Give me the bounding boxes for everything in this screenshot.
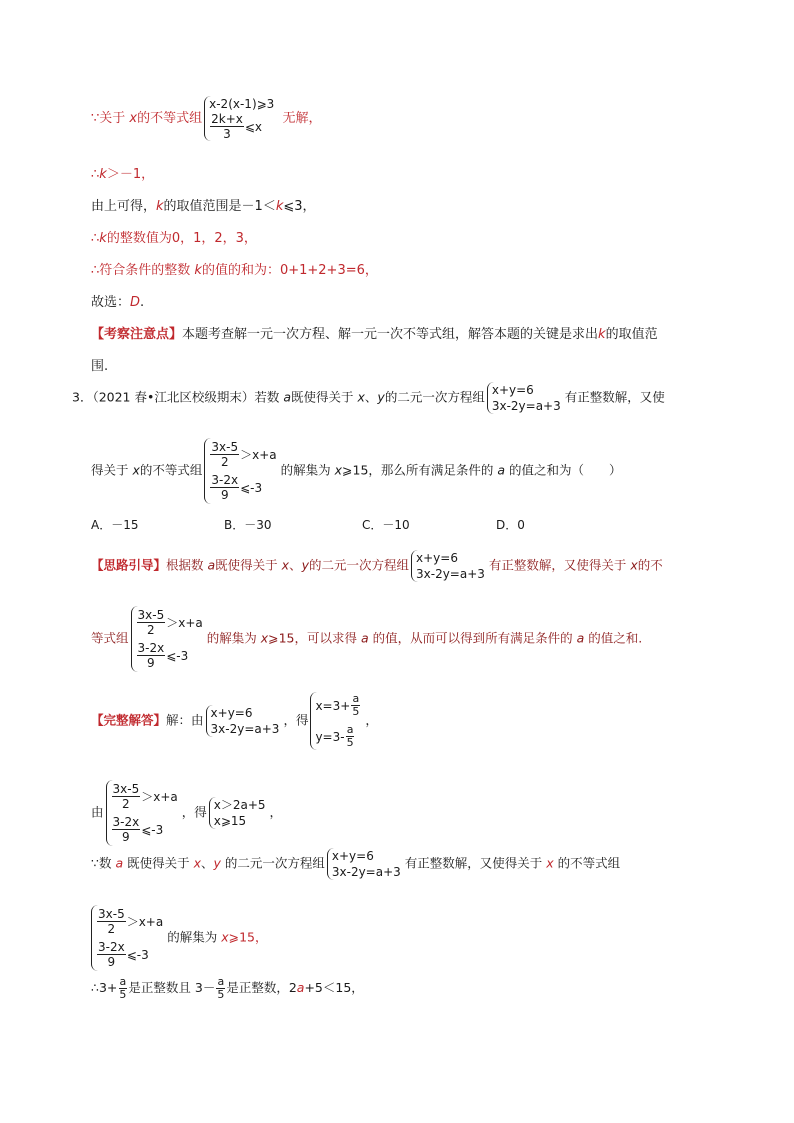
var-k: k xyxy=(194,263,202,278)
text: ∴3+ xyxy=(91,980,118,995)
sys-row xyxy=(209,473,276,502)
text: 既使得关于 xyxy=(215,557,282,573)
question-number: 3．（2021 春•江北区校级期末）若数 xyxy=(72,389,284,405)
var-y: y xyxy=(377,389,385,405)
solution-line-2 xyxy=(91,780,282,846)
var-k: k xyxy=(156,199,164,214)
var-x: x xyxy=(334,462,343,478)
var-a: a xyxy=(576,630,585,646)
text: 由上可得， xyxy=(91,199,157,214)
sys-row xyxy=(136,641,203,670)
var-k: k xyxy=(99,167,107,182)
var-x: x xyxy=(357,389,365,405)
var-x: x xyxy=(129,111,138,126)
sys-row xyxy=(111,815,178,844)
denominator: 2 xyxy=(147,623,155,637)
text: 解：由 xyxy=(166,712,204,728)
numerator: a xyxy=(346,723,354,736)
text: 0，1，2，3， xyxy=(171,231,257,246)
hint-line-1 xyxy=(91,550,663,582)
var-x: x xyxy=(546,855,554,871)
option-c: C．－10 xyxy=(362,518,410,532)
denominator: 3 xyxy=(223,127,231,141)
text: 的不等式组 xyxy=(553,855,621,871)
denominator: 9 xyxy=(220,488,229,502)
text: 的二元一次方程组 xyxy=(384,389,485,405)
fraction xyxy=(210,112,244,141)
numerator: 3x-5 xyxy=(112,782,140,796)
equation-system xyxy=(487,382,561,414)
numerator: a xyxy=(352,692,360,705)
text: 等式组 xyxy=(91,630,129,646)
text: 根据数 xyxy=(166,557,208,573)
fraction xyxy=(97,940,126,969)
note-label: 【考察注意点】 xyxy=(91,327,183,342)
hint-label: 【思路引导】 xyxy=(91,557,167,573)
text: 无解， xyxy=(278,111,322,126)
text: ∵关于 xyxy=(91,111,130,126)
text: 有正整数解，又使得关于 xyxy=(488,557,631,573)
answer-letter: D xyxy=(130,295,141,310)
inequality-system-1 xyxy=(204,96,274,141)
text: 本题考查解一元一次方程、解一元一次不等式组，解答本题的关键是求出 xyxy=(182,327,599,342)
denominator: 2 xyxy=(122,797,130,811)
text: ， xyxy=(269,804,283,820)
text: 既使得关于 xyxy=(291,389,358,405)
var-a: a xyxy=(296,980,305,995)
var-y: y xyxy=(301,557,309,573)
text: 的取值范 xyxy=(605,327,658,342)
question-3-line-1 xyxy=(72,382,665,414)
solution-line-1 xyxy=(91,692,378,750)
text: 故选： xyxy=(91,295,131,310)
text: ⩾15，可以求得 xyxy=(268,630,361,646)
text: ⩾15， xyxy=(228,929,268,945)
sys-row-text: ⩽-3 xyxy=(166,648,189,663)
sys-row: x+y=6 xyxy=(331,849,374,863)
fraction xyxy=(346,724,355,749)
sys-row: x⩾15 xyxy=(213,814,247,828)
prev-line-3 xyxy=(91,198,316,216)
var-k: k xyxy=(99,231,107,246)
note-line-1 xyxy=(91,326,658,344)
sys-row-text: ＞x+a xyxy=(141,789,178,804)
text: 的二元一次方程组 xyxy=(308,557,409,573)
fraction xyxy=(112,815,141,844)
text: ，得 xyxy=(283,712,309,728)
numerator: 3-2x xyxy=(98,940,125,954)
option-b: B．－30 xyxy=(224,518,272,532)
text: ∵数 xyxy=(91,855,116,871)
var-x: x xyxy=(260,630,269,646)
solution-line-3 xyxy=(91,848,620,880)
text: 的取值范围是－1＜ xyxy=(163,199,276,214)
solution-system xyxy=(310,692,361,750)
prev-line-1 xyxy=(91,96,321,141)
numerator: a xyxy=(119,975,127,988)
sys-row-text: ⩽-3 xyxy=(141,822,164,837)
sys-row xyxy=(209,440,276,469)
text: ∴ xyxy=(91,167,100,182)
solution-label: 【完整解答】 xyxy=(91,712,167,728)
fraction xyxy=(137,608,166,637)
sys-row: x＞2a+5 xyxy=(213,798,266,812)
option-a: A．－15 xyxy=(91,518,139,532)
text: 0+1+2+3=6， xyxy=(279,263,378,278)
text: 有正整数解，又使得关于 xyxy=(404,855,547,871)
text: 的解集为 xyxy=(280,462,335,478)
sys-row xyxy=(315,724,361,749)
fraction xyxy=(112,782,141,811)
sys-row-text: y=3- xyxy=(315,729,345,744)
text: 的不 xyxy=(637,557,663,573)
denominator: 2 xyxy=(107,922,116,936)
prev-line-6 xyxy=(91,294,144,312)
inequality-system xyxy=(204,438,276,504)
solution-line-4 xyxy=(91,905,268,971)
numerator: 2k+x xyxy=(211,112,243,126)
var-x: x xyxy=(193,855,201,871)
denominator: 9 xyxy=(122,830,130,844)
sys-row xyxy=(315,693,361,718)
fraction xyxy=(351,693,360,718)
fraction xyxy=(137,641,166,670)
sys-row xyxy=(96,907,163,936)
text: 的解集为 xyxy=(206,630,261,646)
sys-row xyxy=(209,96,274,112)
var-k: k xyxy=(275,199,284,214)
option-d: D．0 xyxy=(496,518,525,532)
prev-line-2 xyxy=(91,166,154,184)
denominator: 2 xyxy=(220,455,229,469)
sys-row xyxy=(136,608,203,637)
text: 既使得关于 xyxy=(123,855,194,871)
sys-row-text: x=3+ xyxy=(315,698,351,713)
text: +5＜15， xyxy=(304,980,364,995)
sys-row-text: ⩽-3 xyxy=(240,480,263,495)
sys-row: 3x-2y=a+3 xyxy=(491,399,561,413)
var-k: k xyxy=(598,327,606,342)
text: 、 xyxy=(289,557,302,573)
question-3-line-2 xyxy=(91,438,622,504)
var-a: a xyxy=(283,389,292,405)
prev-line-5 xyxy=(91,262,378,280)
sys-row xyxy=(111,782,178,811)
text: ＞－1， xyxy=(106,167,155,182)
text: 围. xyxy=(91,359,109,374)
var-x: x xyxy=(132,462,140,478)
sys-row-text: ＞x+a xyxy=(240,447,277,462)
denominator: 5 xyxy=(119,988,127,1001)
denominator: 5 xyxy=(217,988,225,1001)
inequality-system xyxy=(91,905,163,971)
text: 的值之和为（ ） xyxy=(505,462,622,478)
var-x: x xyxy=(630,557,638,573)
text: 的值之和. xyxy=(584,630,643,646)
text: 、 xyxy=(364,389,378,405)
fraction xyxy=(210,440,239,469)
text: 的整数值为 xyxy=(106,231,172,246)
denominator: 9 xyxy=(107,955,116,969)
sys-row-text: ＞x+a xyxy=(166,615,203,630)
sys-row-text: ⩽x xyxy=(244,119,263,134)
denominator: 9 xyxy=(147,656,155,670)
sys-row: x+y=6 xyxy=(416,551,458,565)
sys-row-text: ⩽-3 xyxy=(126,947,149,962)
sys-row: 3x-2y=a+3 xyxy=(331,865,401,879)
sys-row-text: ＞x+a xyxy=(126,914,164,929)
text: 、 xyxy=(200,855,214,871)
hint-line-2 xyxy=(91,606,642,672)
numerator: a xyxy=(217,975,225,988)
text: 是正整数，2 xyxy=(226,980,297,995)
solution-line-5 xyxy=(91,976,364,1001)
fraction xyxy=(210,473,239,502)
fraction xyxy=(216,976,225,1001)
fraction xyxy=(97,907,126,936)
equation-system xyxy=(206,705,280,737)
sys-row-text: x-2(x-1)⩾3 xyxy=(209,97,275,111)
text: 的值的和为： xyxy=(201,263,280,278)
sys-row: 3x-2y=a+3 xyxy=(416,567,485,581)
numerator: 3-2x xyxy=(112,815,140,829)
var-x: x xyxy=(281,557,290,573)
sys-row xyxy=(96,940,163,969)
text: 的不等式组 xyxy=(139,462,203,478)
text: ∴ xyxy=(91,231,100,246)
inequality-result xyxy=(209,797,266,829)
text: 的值，从而可以得到所有满足条件的 xyxy=(368,630,577,646)
equation-system xyxy=(327,848,401,880)
var-a: a xyxy=(497,462,506,478)
text: . xyxy=(140,295,145,310)
var-a: a xyxy=(360,630,369,646)
var-a: a xyxy=(207,557,216,573)
text: 得关于 xyxy=(91,462,133,478)
numerator: 3x-5 xyxy=(137,608,165,622)
text: ∴符合条件的整数 xyxy=(91,263,195,278)
sys-row: x+y=6 xyxy=(491,383,534,397)
var-y: y xyxy=(213,855,221,871)
text: ， xyxy=(365,712,378,728)
text: 的解集为 xyxy=(167,929,222,945)
numerator: 3-2x xyxy=(211,473,239,487)
denominator: 5 xyxy=(346,736,354,749)
sys-row xyxy=(209,112,274,141)
text: 由 xyxy=(91,804,104,820)
prev-line-4 xyxy=(91,230,257,248)
text: ，得 xyxy=(181,804,207,820)
numerator: 3x-5 xyxy=(211,440,239,454)
sys-row: x+y=6 xyxy=(210,706,253,720)
equation-system xyxy=(411,550,485,582)
text: ⩾15，那么所有满足条件的 xyxy=(342,462,498,478)
text: ⩽3， xyxy=(283,199,316,214)
denominator: 5 xyxy=(352,705,360,718)
numerator: 3-2x xyxy=(137,641,165,655)
var-a: a xyxy=(115,855,124,871)
inequality-system xyxy=(106,780,178,846)
text: 有正整数解，又使 xyxy=(564,389,665,405)
text: 的二元一次方程组 xyxy=(220,855,325,871)
note-line-2 xyxy=(91,358,108,376)
text: 的不等式组 xyxy=(137,111,203,126)
numerator: 3x-5 xyxy=(98,907,125,921)
fraction xyxy=(118,976,127,1001)
text: 是正整数且 3－ xyxy=(128,980,216,995)
var-x: x xyxy=(221,929,229,945)
inequality-system xyxy=(131,606,203,672)
sys-row: 3x-2y=a+3 xyxy=(210,722,280,736)
